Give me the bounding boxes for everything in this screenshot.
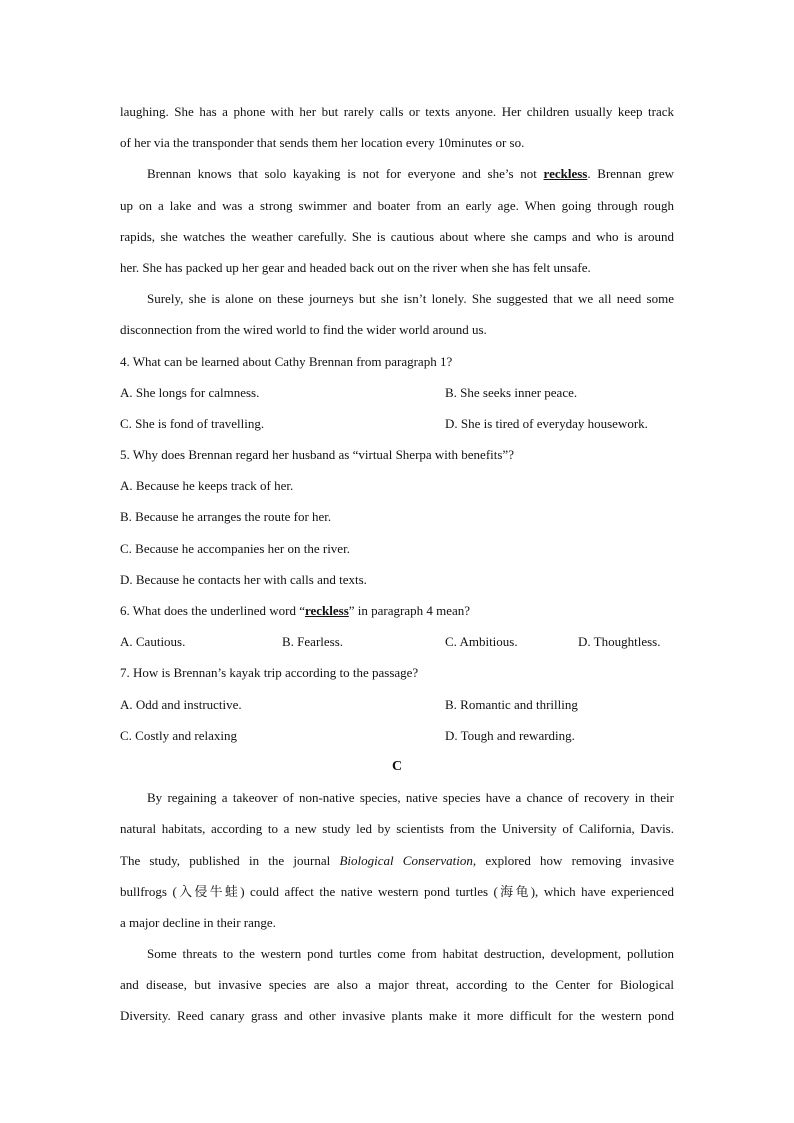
section-c-p1-line1: By regaining a takeover of non-native species, native species have a chance of recovery in their bbox=[147, 790, 674, 806]
question-4-option-a: A. She longs for calmness. bbox=[120, 384, 260, 400]
passage-b-p2-line4: her. She has packed up her gear and headed back out on the river when she has felt unsafe. bbox=[120, 259, 591, 275]
question-6-keyword: reckless bbox=[304, 603, 349, 618]
section-c-p1-line3 bbox=[120, 850, 674, 881]
question-5-option-c: C. Because he accompanies her on the river. bbox=[120, 540, 350, 556]
question-5-option-d: D. Because he contacts her with calls and texts. bbox=[120, 571, 367, 587]
question-7-options-row2 bbox=[120, 725, 674, 756]
section-c-p2-line2: and disease, but invasive species are also a major threat, according to the Center for Biological bbox=[120, 977, 674, 993]
section-c-heading: C bbox=[391, 758, 403, 774]
question-5-option-a: A. Because he keeps track of her. bbox=[120, 478, 294, 494]
question-6-stem-post: ” in paragraph 4 mean? bbox=[348, 603, 471, 618]
keyword-reckless: reckless bbox=[543, 166, 588, 182]
passage-b-p3-line2: disconnection from the wired world to find the wider world around us. bbox=[120, 322, 487, 338]
question-4-option-d: D. She is tired of everyday housework. bbox=[445, 415, 648, 431]
question-6-option-a: A. Cautious. bbox=[120, 634, 186, 650]
section-c-p1-line3-post: , explored how removing invasive bbox=[472, 852, 674, 868]
journal-title: Biological Conservation bbox=[339, 852, 473, 868]
question-4-option-c: C. She is fond of travelling. bbox=[120, 415, 265, 431]
section-c-p1-line3-pre: The study, published in the journal bbox=[120, 852, 340, 868]
section-c-p1-line4: bullfrogs (入侵牛蛙) could affect the native western pond turtles (海龟), which have experienced bbox=[120, 883, 674, 899]
passage-b-p1-line2: of her via the transponder that sends them her location every 10minutes or so. bbox=[120, 135, 525, 151]
passage-b-p2-line1 bbox=[120, 163, 674, 194]
question-7-option-c: C. Costly and relaxing bbox=[120, 727, 237, 743]
question-6-option-d: D. Thoughtless. bbox=[578, 634, 661, 650]
question-5-stem: 5. Why does Brennan regard her husband as “virtual Sherpa with benefits”? bbox=[120, 447, 514, 463]
question-7-stem: 7. How is Brennan’s kayak trip according to the passage? bbox=[120, 665, 419, 681]
question-6-stem-pre: 6. What does the underlined word “ bbox=[120, 603, 305, 618]
section-c-p2-line1: Some threats to the western pond turtles come from habitat destruction, development, pollution bbox=[147, 946, 674, 962]
question-4-options-row1 bbox=[120, 382, 674, 413]
passage-b-p2-line1-post: . Brennan grew bbox=[587, 166, 674, 182]
passage-b-p2-line3: rapids, she watches the weather carefully. She is cautious about where she camps and who is around bbox=[120, 228, 674, 244]
question-7-option-d: D. Tough and rewarding. bbox=[445, 727, 575, 743]
section-c-p2-line3: Diversity. Reed canary grass and other invasive plants make it more difficult for the western pond bbox=[120, 1008, 674, 1024]
question-5-option-b: B. Because he arranges the route for her. bbox=[120, 509, 332, 525]
question-6-option-c: C. Ambitious. bbox=[445, 634, 518, 650]
question-7-options-row1 bbox=[120, 694, 674, 725]
question-4-options-row2 bbox=[120, 413, 674, 444]
question-4-stem: 4. What can be learned about Cathy Brennan from paragraph 1? bbox=[120, 353, 453, 369]
section-c-p1-line5: a major decline in their range. bbox=[120, 914, 276, 930]
passage-b-p2-line2: up on a lake and was a strong swimmer and boater from an early age. When going through rough bbox=[120, 197, 674, 213]
question-6-options-row bbox=[120, 631, 674, 662]
question-6-stem bbox=[120, 600, 674, 631]
passage-b-p1-line1: laughing. She has a phone with her but rarely calls or texts anyone. Her children usually keep track bbox=[120, 104, 674, 119]
passage-b-p2-line1-pre: Brennan knows that solo kayaking is not for everyone and she’s not bbox=[147, 166, 544, 182]
page-content bbox=[120, 101, 674, 1037]
section-c-p1-line2: natural habitats, according to a new study led by scientists from the University of California, Davis. bbox=[120, 821, 674, 837]
question-6-option-b: B. Fearless. bbox=[282, 634, 344, 650]
passage-b-p3-line1: Surely, she is alone on these journeys but she isn’t lonely. She suggested that we all need some bbox=[147, 291, 674, 307]
question-7-option-a: A. Odd and instructive. bbox=[120, 696, 242, 712]
question-4-option-b: B. She seeks inner peace. bbox=[445, 384, 578, 400]
question-7-option-b: B. Romantic and thrilling bbox=[445, 696, 578, 712]
